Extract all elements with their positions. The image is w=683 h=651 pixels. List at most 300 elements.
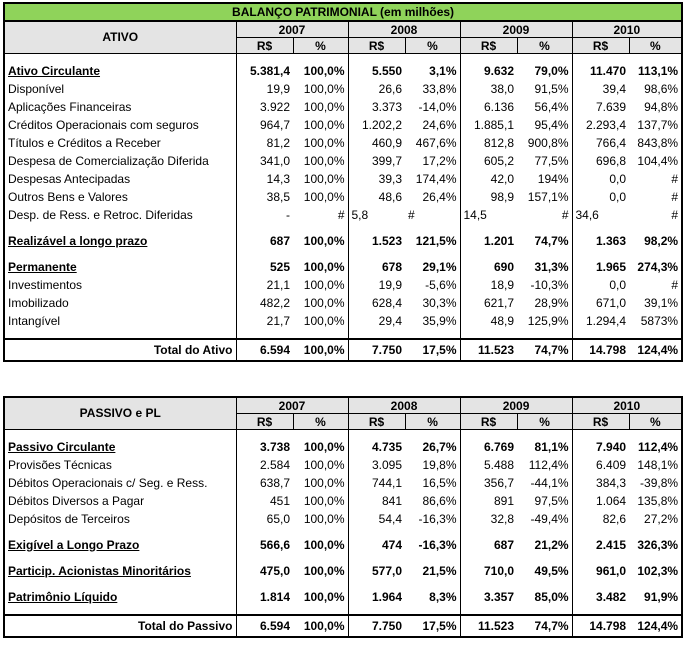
table-row — [4, 134, 682, 152]
value-cell: 1.202,2 — [348, 116, 405, 134]
currency-header: R$ — [572, 38, 629, 54]
value-cell: 474 — [348, 536, 405, 554]
spacer-cell — [517, 330, 572, 339]
value-cell: 0,0 — [572, 188, 629, 206]
value-cell: 48,9 — [460, 312, 517, 330]
percent-cell: 79,0% — [534, 63, 569, 78]
row-label-text: Investimentos — [8, 277, 83, 292]
percent-cell: 74,7% — [534, 233, 569, 248]
year-header: 2008 — [348, 397, 460, 414]
spacer-cell — [629, 554, 682, 562]
spacer-cell — [405, 224, 460, 232]
table-row — [4, 188, 682, 206]
percent-header: % — [405, 38, 460, 54]
percent-cell: 31,3% — [534, 259, 569, 274]
percent-cell: 27,2% — [644, 511, 679, 526]
value-cell: 14,3 — [236, 170, 293, 188]
percent-cell: 102,3% — [637, 563, 679, 578]
row-label-text: Débitos Operacionais c/ Seg. e Ress. — [8, 475, 208, 490]
percent-cell: 81,1% — [534, 439, 569, 454]
table-row — [4, 98, 682, 116]
spacer-cell — [348, 54, 405, 63]
value-cell: 65,0 — [236, 510, 293, 528]
row-label-text: Créditos Operacionais com seguros — [8, 117, 199, 132]
total-value: 11.523 — [460, 339, 517, 361]
total-percent: 74,7% — [517, 615, 572, 637]
spacer-cell — [517, 430, 572, 439]
percent-cell: # — [671, 277, 679, 292]
spacer-cell — [405, 580, 460, 588]
value-cell: 3.095 — [348, 456, 405, 474]
percent-cell: 86,6% — [422, 493, 457, 508]
percent-cell: -16,3% — [418, 537, 457, 552]
spacer-cell — [4, 554, 236, 562]
spacer-cell — [517, 606, 572, 615]
spacer-cell — [348, 580, 405, 588]
spacer-cell — [572, 250, 629, 258]
percent-cell: 94,8% — [644, 99, 679, 114]
percent-cell: 26,7% — [422, 439, 457, 454]
spacer-cell — [517, 250, 572, 258]
spacer-cell — [460, 580, 517, 588]
row-label — [4, 170, 236, 188]
percent-cell: -49,4% — [530, 511, 569, 526]
value-cell: 671,0 — [572, 294, 629, 312]
value-cell: 964,7 — [236, 116, 293, 134]
value-cell: 638,7 — [236, 474, 293, 492]
value-cell: 1.885,1 — [460, 116, 517, 134]
value-cell: 7.639 — [572, 98, 629, 116]
percent-cell: 467,6% — [415, 135, 457, 150]
row-label-text: Débitos Diversos a Pagar — [8, 493, 145, 508]
percent-header: % — [629, 414, 682, 430]
year-header: 2007 — [236, 397, 348, 414]
percent-cell: 100,0% — [303, 171, 345, 186]
spacer-cell — [293, 580, 348, 588]
row-label-text: Desp. de Ress. e Retroc. Diferidas — [8, 207, 193, 222]
spacer-cell — [460, 330, 517, 339]
spacer-cell — [293, 528, 348, 536]
row-label — [4, 312, 236, 330]
spacer-cell — [629, 54, 682, 63]
percent-cell: 100,0% — [303, 537, 345, 552]
row-label — [4, 438, 236, 456]
value-cell: 744,1 — [348, 474, 405, 492]
total-percent: 124,4% — [629, 615, 682, 637]
value-cell: 38,5 — [236, 188, 293, 206]
row-label — [4, 294, 236, 312]
value-cell: 766,4 — [572, 134, 629, 152]
balance-sheet-title: BALANÇO PATRIMONIAL (em milhões) — [4, 3, 682, 21]
spacer-cell — [236, 330, 293, 339]
total-value: 6.594 — [236, 339, 293, 361]
row-label — [4, 116, 236, 134]
value-cell: 460,9 — [348, 134, 405, 152]
percent-cell: # — [671, 171, 679, 186]
value-cell: 0,0 — [572, 170, 629, 188]
percent-cell: # — [561, 207, 569, 222]
spacer-cell — [629, 580, 682, 588]
spacer-cell — [4, 528, 236, 536]
spacer-cell — [517, 528, 572, 536]
percent-cell: 100,0% — [303, 81, 345, 96]
value-cell: 1.523 — [348, 232, 405, 250]
total-percent: 74,7% — [517, 339, 572, 361]
spacer-cell — [348, 430, 405, 439]
row-label-text: Despesas Antecipadas — [8, 171, 131, 186]
section-header: PASSIVO e PL — [4, 397, 236, 430]
value-cell: 710,0 — [460, 562, 517, 580]
percent-cell: 16,5% — [422, 475, 457, 490]
spacer-cell — [293, 330, 348, 339]
value-cell: 42,0 — [460, 170, 517, 188]
value-cell: 98,9 — [460, 188, 517, 206]
row-label-text: Outros Bens e Valores — [8, 189, 128, 204]
total-row — [4, 615, 682, 637]
value-cell: 3.373 — [348, 98, 405, 116]
value-cell: 11.470 — [572, 62, 629, 80]
spacer-cell — [629, 528, 682, 536]
value-cell: 341,0 — [236, 152, 293, 170]
spacer-cell — [293, 554, 348, 562]
percent-header: % — [517, 414, 572, 430]
row-label-text: Realizável a longo prazo — [8, 233, 148, 248]
percent-cell: 100,0% — [303, 475, 345, 490]
percent-cell: 148,1% — [637, 457, 679, 472]
spacer-cell — [293, 606, 348, 615]
percent-cell: # — [408, 207, 415, 222]
table-row — [4, 312, 682, 330]
value-cell: 687 — [236, 232, 293, 250]
row-label-text: Ativo Circulante — [8, 63, 101, 78]
total-value: 14.798 — [572, 339, 629, 361]
currency-header: R$ — [236, 38, 293, 54]
row-label — [4, 258, 236, 276]
value-cell: 2.415 — [572, 536, 629, 554]
row-label — [4, 456, 236, 474]
spacer-cell — [460, 250, 517, 258]
percent-cell: 100,0% — [303, 99, 345, 114]
row-label-text: Disponível — [8, 81, 65, 96]
ativo-table — [3, 2, 683, 362]
percent-cell: 274,3% — [637, 259, 679, 274]
spacer-cell — [460, 554, 517, 562]
value-cell: 19,9 — [236, 80, 293, 98]
total-value: 7.750 — [348, 615, 405, 637]
value-cell: 1.964 — [348, 588, 405, 606]
row-label-text: Aplicações Financeiras — [8, 99, 132, 114]
value-cell: 48,6 — [348, 188, 405, 206]
spacer-cell — [4, 580, 236, 588]
total-value: 7.750 — [348, 339, 405, 361]
percent-cell: -5,6% — [425, 277, 457, 292]
row-label-text: Intangível — [8, 313, 61, 328]
percent-cell: 21,2% — [534, 537, 569, 552]
percent-cell: # — [671, 189, 679, 204]
percent-cell: -44,1% — [530, 475, 569, 490]
row-label-text: Despesa de Comercialização Diferida — [8, 153, 209, 168]
table-row — [4, 258, 682, 276]
value-cell: 356,7 — [460, 474, 517, 492]
spacer-cell — [572, 528, 629, 536]
value-cell: 18,9 — [460, 276, 517, 294]
table-row — [4, 116, 682, 134]
value-cell: 19,9 — [348, 276, 405, 294]
spacer-cell — [348, 528, 405, 536]
row-label-text: Exigível a Longo Prazo — [8, 537, 140, 552]
value-cell: 482,2 — [236, 294, 293, 312]
value-cell: 475,0 — [236, 562, 293, 580]
spacer-cell — [4, 330, 236, 339]
value-cell: 621,7 — [460, 294, 517, 312]
spacer-cell — [4, 224, 236, 232]
spacer-cell — [293, 430, 348, 439]
percent-cell: 3,1% — [429, 63, 457, 78]
percent-cell: 113,1% — [638, 63, 679, 78]
value-cell: 39,4 — [572, 80, 629, 98]
percent-cell: 100,0% — [303, 493, 345, 508]
currency-header: R$ — [348, 38, 405, 54]
value-cell: 566,6 — [236, 536, 293, 554]
value-cell: 5,8 — [348, 206, 405, 224]
value-cell: 2.584 — [236, 456, 293, 474]
percent-cell: 95,4% — [534, 117, 569, 132]
spacer-cell — [572, 606, 629, 615]
row-label — [4, 474, 236, 492]
spacer-cell — [236, 250, 293, 258]
spacer-cell — [460, 430, 517, 439]
value-cell: 5.550 — [348, 62, 405, 80]
value-cell: 812,8 — [460, 134, 517, 152]
spacer-cell — [348, 250, 405, 258]
row-label — [4, 206, 236, 224]
value-cell: 5.381,4 — [236, 62, 293, 80]
value-cell: 82,6 — [572, 510, 629, 528]
value-cell: 54,4 — [348, 510, 405, 528]
table-row — [4, 294, 682, 312]
percent-cell: 100,0% — [303, 135, 345, 150]
spacer-cell — [293, 224, 348, 232]
spacer-cell — [517, 554, 572, 562]
percent-cell: 157,1% — [527, 189, 569, 204]
value-cell: 6.409 — [572, 456, 629, 474]
percent-cell: -10,3% — [530, 277, 569, 292]
percent-cell: 326,3% — [637, 537, 679, 552]
spacer-cell — [348, 330, 405, 339]
percent-cell: 98,2% — [644, 233, 679, 248]
value-cell: 1.965 — [572, 258, 629, 276]
percent-cell: 194% — [537, 171, 569, 186]
table-row — [4, 170, 682, 188]
table-row — [4, 206, 682, 224]
value-cell: 3.482 — [572, 588, 629, 606]
percent-header: % — [517, 38, 572, 54]
spacer-cell — [4, 250, 236, 258]
value-cell: 1.201 — [460, 232, 517, 250]
spacer-cell — [405, 330, 460, 339]
value-cell: 6.136 — [460, 98, 517, 116]
percent-header: % — [629, 38, 682, 54]
percent-cell: 5873% — [640, 313, 679, 328]
percent-cell: 24,6% — [422, 117, 457, 132]
percent-header: % — [293, 38, 348, 54]
percent-cell: 33,8% — [422, 81, 457, 96]
total-percent: 17,5% — [405, 339, 460, 361]
percent-cell: 112,4% — [528, 457, 569, 472]
total-percent: 100,0% — [293, 339, 348, 361]
table-row — [4, 232, 682, 250]
currency-header: R$ — [460, 38, 517, 54]
value-cell: 891 — [460, 492, 517, 510]
total-value: 6.594 — [236, 615, 293, 637]
spacer-cell — [572, 580, 629, 588]
spacer-cell — [572, 430, 629, 439]
total-percent: 124,4% — [629, 339, 682, 361]
row-label-text: Títulos e Créditos a Receber — [8, 135, 161, 150]
row-label — [4, 232, 236, 250]
row-label — [4, 152, 236, 170]
percent-cell: 17,2% — [422, 153, 457, 168]
row-label-text: Depósitos de Terceiros — [8, 511, 130, 526]
percent-cell: 100,0% — [303, 153, 345, 168]
value-cell: 628,4 — [348, 294, 405, 312]
spacer-cell — [517, 224, 572, 232]
row-label-text: Passivo Circulante — [8, 439, 116, 454]
spacer-cell — [293, 54, 348, 63]
percent-cell: 91,5% — [534, 81, 569, 96]
row-label — [4, 98, 236, 116]
spacer-cell — [460, 606, 517, 615]
currency-header: R$ — [572, 414, 629, 430]
value-cell: 1.294,4 — [572, 312, 629, 330]
percent-cell: 100,0% — [303, 589, 345, 604]
spacer-cell — [629, 606, 682, 615]
total-label: Total do Passivo — [4, 615, 236, 637]
spacer-cell — [629, 250, 682, 258]
row-label-text: Particip. Acionistas Minoritários — [8, 563, 191, 578]
percent-cell: # — [671, 207, 679, 222]
percent-cell: 112,4% — [638, 439, 679, 454]
table-row — [4, 536, 682, 554]
percent-cell: 97,5% — [534, 493, 569, 508]
spacer-cell — [460, 224, 517, 232]
total-value: 11.523 — [460, 615, 517, 637]
value-cell: 21,1 — [236, 276, 293, 294]
table-row — [4, 276, 682, 294]
section-header: ATIVO — [4, 21, 236, 54]
table-row — [4, 80, 682, 98]
percent-cell: 56,4% — [534, 99, 569, 114]
spacer-cell — [348, 224, 405, 232]
value-cell: 39,3 — [348, 170, 405, 188]
spacer-cell — [629, 330, 682, 339]
value-cell: 7.940 — [572, 438, 629, 456]
percent-cell: -14,0% — [418, 99, 457, 114]
table-row — [4, 510, 682, 528]
percent-header: % — [293, 414, 348, 430]
spacer-cell — [236, 580, 293, 588]
passivo-table — [3, 396, 683, 638]
spacer-cell — [236, 430, 293, 439]
year-header: 2010 — [572, 21, 682, 38]
currency-header: R$ — [236, 414, 293, 430]
row-label — [4, 510, 236, 528]
percent-cell: -39,8% — [640, 475, 679, 490]
value-cell: 451 — [236, 492, 293, 510]
spacer-cell — [236, 528, 293, 536]
value-cell: 961,0 — [572, 562, 629, 580]
value-cell: 1.064 — [572, 492, 629, 510]
percent-cell: 21,5% — [422, 563, 457, 578]
value-cell: 577,0 — [348, 562, 405, 580]
currency-header: R$ — [460, 414, 517, 430]
percent-cell: 85,0% — [534, 589, 569, 604]
percent-cell: 30,3% — [422, 295, 457, 310]
spacer-cell — [236, 554, 293, 562]
percent-cell: 104,4% — [637, 153, 679, 168]
row-label-text: Imobilizado — [8, 295, 69, 310]
percent-cell: 900,8% — [527, 135, 569, 150]
spacer-cell — [629, 224, 682, 232]
value-cell: 696,8 — [572, 152, 629, 170]
value-cell: 841 — [348, 492, 405, 510]
percent-cell: 100,0% — [303, 233, 345, 248]
row-label — [4, 588, 236, 606]
percent-cell: 100,0% — [303, 277, 345, 292]
percent-cell: 121,5% — [415, 233, 457, 248]
total-percent: 100,0% — [293, 615, 348, 637]
percent-cell: # — [337, 207, 345, 222]
year-header: 2007 — [236, 21, 348, 38]
percent-cell: 19,8% — [422, 457, 457, 472]
table-row — [4, 492, 682, 510]
percent-cell: 100,0% — [303, 259, 345, 274]
value-cell: 32,8 — [460, 510, 517, 528]
row-label — [4, 188, 236, 206]
value-cell: 26,6 — [348, 80, 405, 98]
spacer-cell — [348, 554, 405, 562]
spacer-cell — [348, 606, 405, 615]
value-cell: 14,5 — [460, 206, 517, 224]
spacer-cell — [629, 430, 682, 439]
row-label — [4, 80, 236, 98]
spacer-cell — [4, 606, 236, 615]
table-row — [4, 438, 682, 456]
value-cell: 605,2 — [460, 152, 517, 170]
spacer-cell — [236, 224, 293, 232]
percent-cell: 100,0% — [303, 457, 345, 472]
row-label-text: Permanente — [8, 259, 77, 274]
spacer-cell — [4, 54, 236, 63]
percent-header: % — [405, 414, 460, 430]
value-cell: 6.769 — [460, 438, 517, 456]
value-cell: 1.363 — [572, 232, 629, 250]
table-row — [4, 588, 682, 606]
percent-cell: 843,8% — [637, 135, 679, 150]
spacer-cell — [572, 54, 629, 63]
value-cell: 384,3 — [572, 474, 629, 492]
percent-cell: 39,1% — [644, 295, 679, 310]
row-label-text: Provisões Técnicas — [8, 457, 112, 472]
percent-cell: 100,0% — [303, 439, 345, 454]
spacer-cell — [460, 528, 517, 536]
table-row — [4, 474, 682, 492]
value-cell: 687 — [460, 536, 517, 554]
spacer-cell — [572, 224, 629, 232]
table-row — [4, 562, 682, 580]
percent-cell: 8,3% — [429, 589, 457, 604]
percent-cell: 98,6% — [644, 81, 679, 96]
